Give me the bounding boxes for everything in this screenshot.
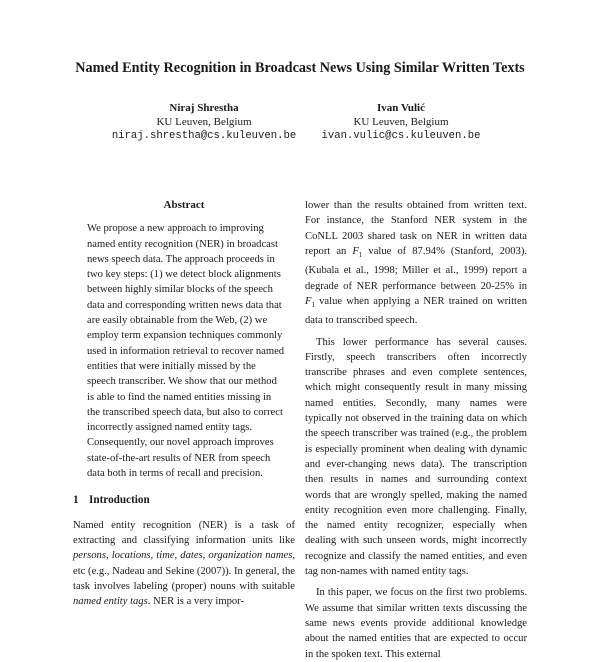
body-paragraph: In this paper, we focus on the first two problems. We assume that similar written texts discussing the same news events provide additional knowledge about the named entities that are expected to occur in the spoken text. This external: [305, 587, 527, 660]
body-paragraph: [305, 198, 527, 329]
author-email: niraj.shrestha@cs.kuleuven.be: [111, 130, 297, 142]
section-heading: [73, 493, 295, 508]
paper-title: Named Entity Recognition in Broadcast News Using Similar Written Texts: [75, 60, 525, 76]
intro-text: , etc (e.g., Nadeau and Sekine (2007)). In general, the task involves labeling (proper) nouns with suitable: [73, 550, 295, 592]
author-name: Ivan Vulić: [377, 102, 425, 114]
math-subscript: 1: [358, 251, 363, 259]
body-text: value when applying a NER trained on written data to transcribed speech.: [305, 295, 527, 327]
left-column: [73, 198, 295, 609]
abstract-text: We propose a new approach to improving named entity recognition (NER) in broadcast news speech data. The approach proceeds in two key steps: (1) we detect block alignments between highly similar blocks of the speech data and corresponding written news data that are easily obtainable from the Web, (2) we employ term expansion techniques commonly used in information retrieval to recover named entities that were initially missed by the speech transcriber. We show that our method is able to find the named entities missing in the transcribed speech data, but also to correct incorrectly assigned named entity tags. Consequently, our novel approach improves state-of-the-art results of NER from speech data both in terms of recall and precision.: [87, 223, 285, 480]
math-f: F: [352, 245, 359, 257]
math-subscript: 1: [311, 301, 315, 309]
author-email: ivan.vulic@cs.kuleuven.be: [321, 130, 481, 142]
author-name: Niraj Shrestha: [169, 102, 239, 114]
intro-italic-terms: persons, locations, time, dates, organization names: [73, 550, 293, 562]
section-title: Introduction: [89, 494, 150, 507]
body-paragraph: This lower performance has several causes. Firstly, speech transcribers often incorrectly transcribe phrases and even complete sentences, which might consequently result in many missing named entities. Secondly, many names were typically not observed in the training data on which the speech transcriber was trained (e.g., the problem is especially prominent when dealing with dynamic and ever-changing news data). The transcription then results in names and surrounding context words that are wrongly spelled, making the named entity recognition even more challenging. Finally, the named entity recognizer, especially when dealing with such unseen words, might incorrectly recognize and classify the named entities, and even tag non-names with named entity tags.: [305, 336, 527, 578]
author-affiliation: KU Leuven, Belgium: [353, 116, 449, 128]
right-column: [305, 198, 527, 662]
intro-paragraph: [73, 518, 295, 610]
intro-text: Named entity recognition (NER) is a task of extracting and classifying information units like: [73, 519, 295, 546]
body-text: value of 87.94% (Stanford, 2003). (Kubala et al., 1998; Miller et al., 1999) report a degrade of NER performance between 20-25% in: [305, 245, 527, 292]
author-block: [281, 101, 521, 143]
math-f: F: [305, 295, 312, 307]
section-number: 1: [73, 494, 79, 507]
author-affiliation: KU Leuven, Belgium: [156, 116, 252, 128]
intro-text: . NER is a very impor-: [147, 596, 245, 608]
intro-italic-term: named entity tags: [73, 596, 148, 608]
abstract-heading: Abstract: [163, 199, 205, 211]
body-text: lower than the results obtained from written text. For instance, the Stanford NER system in the CoNLL 2003 shared task on NER in written data report an: [305, 200, 527, 257]
